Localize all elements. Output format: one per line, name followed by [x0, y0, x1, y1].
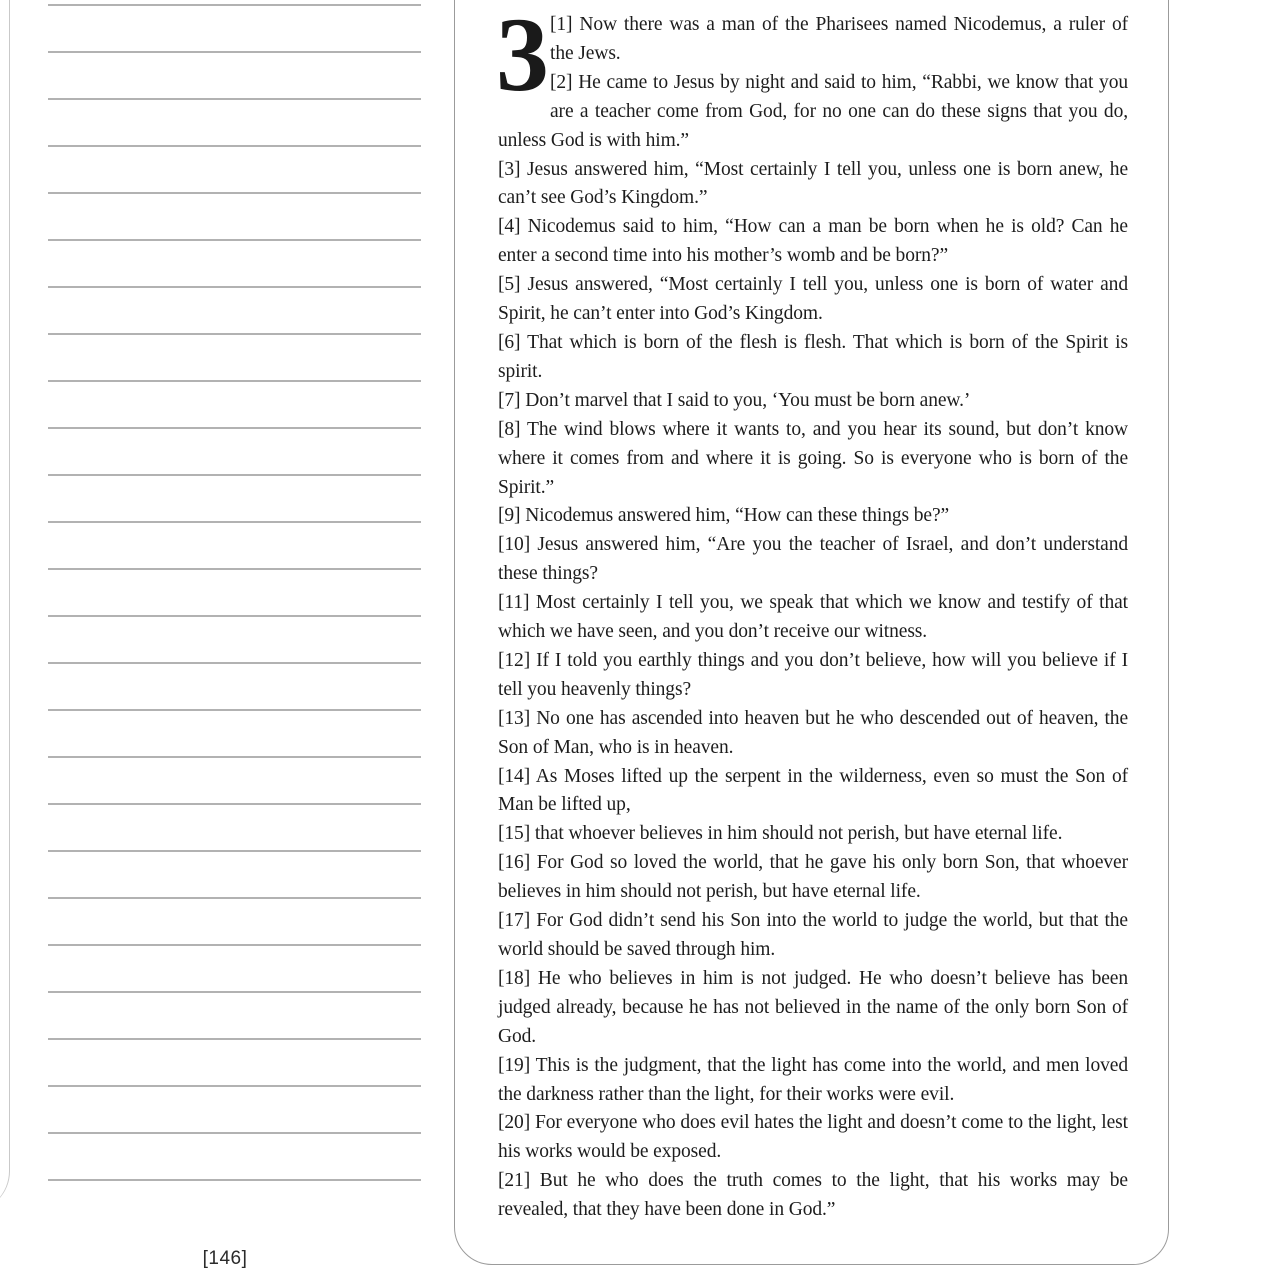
verse-number: [11] [498, 592, 530, 614]
verse-text: The wind blows where it wants to, and you hear its sound, but don’t know where it comes from and where it is going. So is everyone who is born of the Spirit.” [498, 418, 1128, 498]
journal-rule-line [48, 427, 421, 429]
verses-container [496, 0, 1128, 1225]
verse-number: [18] [498, 967, 531, 989]
scripture-text-column [496, 0, 1128, 1225]
verse-text: As Moses lifted up the serpent in the wilderness, even so must the Son of Man be lifted up, [498, 765, 1128, 816]
journal-rule-line [48, 192, 421, 194]
verse [498, 213, 1128, 271]
verse [498, 271, 1128, 329]
verse [498, 1109, 1128, 1167]
verse [498, 820, 1128, 849]
verse-number: [17] [498, 910, 531, 932]
verse-number: [20] [498, 1112, 531, 1134]
journal-rule-line [48, 803, 421, 805]
journal-rule-line [48, 1038, 421, 1040]
verse-text: Nicodemus answered him, “How can these things be?” [520, 505, 950, 527]
verse [498, 387, 1128, 416]
verse-text: No one has ascended into heaven but he who descended out of heaven, the Son of Man, who is in heaven. [498, 707, 1128, 758]
page-number: [146] [202, 1248, 248, 1269]
verse-text: For God didn’t send his Son into the world to judge the world, but that the world should be saved through him. [498, 910, 1128, 960]
journal-rule-line [48, 568, 421, 570]
verse-text: For everyone who does evil hates the light and doesn’t come to the light, lest his works would be exposed. [498, 1112, 1128, 1163]
verse [498, 156, 1128, 214]
verse-number: [8] [498, 418, 521, 440]
journal-rule-line [48, 286, 421, 288]
verse [498, 1167, 1128, 1225]
verse [498, 416, 1128, 503]
verse-text: He came to Jesus by night and said to him, “Rabbi, we know that you are a teacher come from God, for no one can do these signs that you do, unless God is with him.” [498, 71, 1128, 151]
journal-rule-line [48, 1085, 421, 1087]
verse-text: Jesus answered him, “Are you the teacher of Israel, and don’t understand these things? [498, 534, 1128, 585]
journal-rule-line [48, 991, 421, 993]
chapter-number-dropcap: 3 [496, 0, 549, 113]
verse [498, 589, 1128, 647]
verse [498, 531, 1128, 589]
verse [498, 69, 1128, 156]
journal-rule-line [48, 709, 421, 711]
verse [498, 705, 1128, 763]
verse-text: That which is born of the flesh is flesh. That which is born of the Spirit is spirit. [498, 331, 1128, 382]
verse-number: [15] [498, 823, 531, 845]
verse-text: Jesus answered, “Most certainly I tell you, unless one is born of water and Spirit, he can’t enter into God’s Kingdom. [498, 274, 1128, 325]
verse [498, 11, 1128, 69]
journal-rule-line [48, 239, 421, 241]
journal-rule-line [48, 145, 421, 147]
verse [498, 502, 1128, 531]
verse [498, 647, 1128, 705]
verse-number: [1] [550, 14, 573, 35]
verse-text: Now there was a man of the Pharisees named Nicodemus, a ruler of the Jews. [550, 14, 1128, 64]
verse-text: He who believes in him is not judged. He who doesn’t believe has been judged already, because he has not believed in the name of the only born Son of God. [498, 967, 1128, 1047]
journal-rule-line [48, 98, 421, 100]
journal-rule-line [48, 1132, 421, 1134]
verse-number: [2] [550, 71, 573, 93]
verse-number: [21] [498, 1170, 531, 1192]
verse [498, 849, 1128, 907]
verse [498, 763, 1128, 821]
page-gutter-edge [0, 0, 10, 1212]
verse-text: This is the judgment, that the light has come into the world, and men loved the darkness rather than the light, for their works were evil. [498, 1054, 1128, 1105]
verse-number: [4] [498, 216, 521, 238]
verse-text: If I told you earthly things and you don’t believe, how will you believe if I tell you heavenly things? [498, 649, 1128, 700]
journal-rule-line [48, 4, 421, 6]
verse-number: [12] [498, 649, 531, 671]
verse-number: [6] [498, 331, 521, 353]
verse-number: [7] [498, 389, 521, 411]
journal-rule-line [48, 380, 421, 382]
verse-number: [9] [498, 505, 521, 527]
verse [498, 329, 1128, 387]
verse [498, 1052, 1128, 1110]
journal-rule-line [48, 333, 421, 335]
verse-number: [19] [498, 1054, 531, 1076]
verse-text: For God so loved the world, that he gave his only born Son, that whoever believes in him should not perish, but have eternal life. [498, 852, 1128, 903]
verse-number: [14] [498, 765, 531, 787]
journal-rule-line [48, 1179, 421, 1181]
journal-rule-line [48, 51, 421, 53]
verse [498, 907, 1128, 965]
journal-rule-line [48, 615, 421, 617]
journal-rule-line [48, 662, 421, 664]
verse-number: [5] [498, 274, 521, 296]
journal-rule-line [48, 756, 421, 758]
verse-number: [10] [498, 534, 531, 556]
verse-text: Jesus answered him, “Most certainly I tell you, unless one is born anew, he can’t see God’s Kingdom.” [498, 158, 1128, 209]
journal-rule-line [48, 850, 421, 852]
journal-rule-line [48, 474, 421, 476]
verse [498, 965, 1128, 1052]
journal-rule-line [48, 897, 421, 899]
journal-rule-line [48, 944, 421, 946]
verse-text: Most certainly I tell you, we speak that which we know and testify of that which we have seen, and you don’t receive our witness. [498, 592, 1128, 643]
verse-number: [16] [498, 852, 531, 874]
journal-rule-line [48, 521, 421, 523]
verse-text: Don’t marvel that I said to you, ‘You must be born anew.’ [520, 389, 971, 411]
verse-number: [13] [498, 707, 531, 729]
verse-number: [3] [498, 158, 521, 180]
verse-text: But he who does the truth comes to the light, that his works may be revealed, that they have been done in God.” [498, 1170, 1128, 1221]
verse-text: Nicodemus said to him, “How can a man be born when he is old? Can he enter a second time into his mother’s womb and be born?” [498, 216, 1128, 267]
verse-text: that whoever believes in him should not perish, but have eternal life. [530, 823, 1063, 845]
